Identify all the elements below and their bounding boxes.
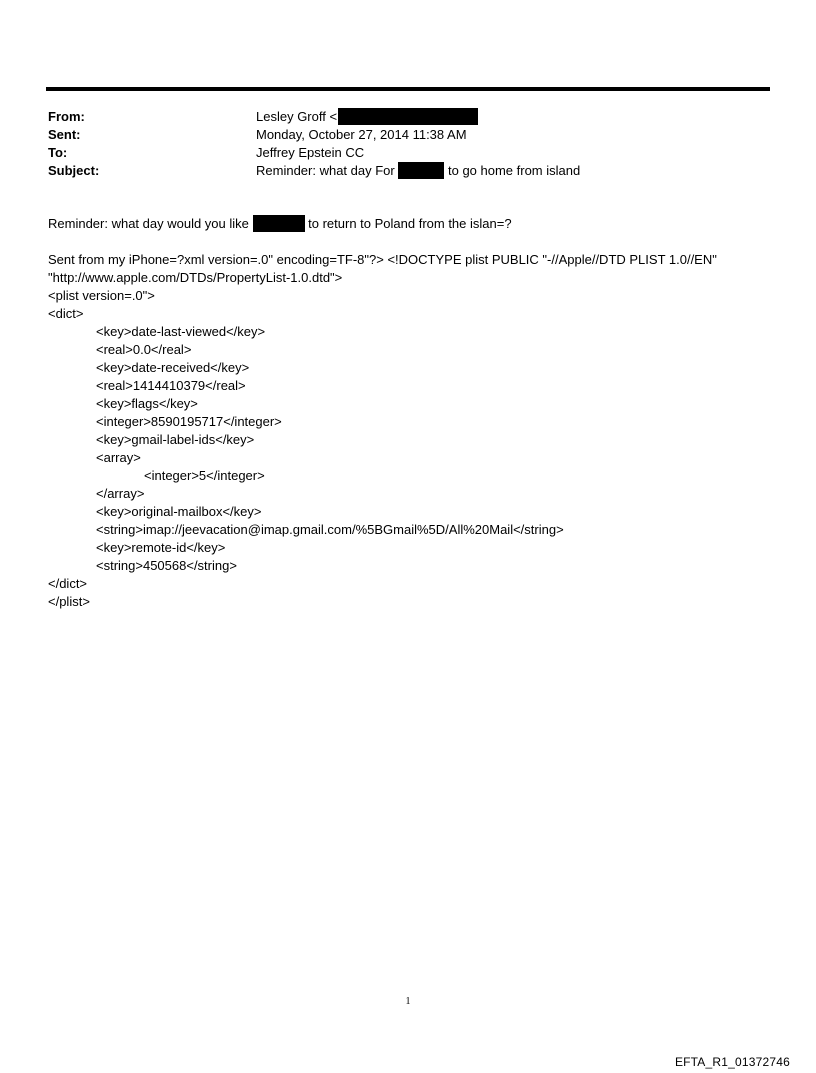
plist-line: <dict> [48, 306, 84, 321]
email-body [48, 215, 768, 611]
email-header [48, 108, 768, 180]
reminder-prefix: Reminder: what day would you like [48, 216, 249, 231]
plist-line: <array> [96, 450, 141, 465]
from-label: From: [48, 109, 85, 124]
subject-prefix: Reminder: what day For [256, 163, 395, 178]
redaction-box [398, 162, 444, 179]
reminder-suffix: to return to Poland from the islan=? [308, 216, 512, 231]
from-name: Lesley Groff < [256, 109, 338, 124]
subject-suffix: to go home from island [447, 163, 581, 178]
plist-line: <integer>5</integer> [144, 468, 265, 483]
sent-value: Monday, October 27, 2014 11:38 AM [256, 127, 467, 142]
redaction-box [253, 215, 305, 232]
to-label: To: [48, 145, 68, 160]
plist-line: <key>date-received</key> [96, 360, 250, 375]
plist-line: <plist version=.0"> [48, 288, 155, 303]
plist-line: <key>flags</key> [96, 396, 198, 411]
from-value [256, 108, 478, 126]
plist-line: <real>0.0</real> [96, 342, 192, 357]
plist-line: <key>gmail-label-ids</key> [96, 432, 255, 447]
plist-line: <string>450568</string> [96, 558, 237, 573]
bates-number: EFTA_R1_01372746 [674, 1055, 790, 1069]
plist-line: </array> [96, 486, 145, 501]
to-value: Jeffrey Epstein CC [256, 145, 365, 160]
to-row [48, 144, 768, 162]
plist-line: <key>date-last-viewed</key> [96, 324, 266, 339]
plist-line: <string>imap://jeevacation@imap.gmail.com/%5BGmail%5D/All%20Mail</string> [96, 522, 564, 537]
sent-from-line: Sent from my iPhone=?xml version=.0" encoding=TF-8"?> <!DOCTYPE plist PUBLIC "-//Apple//DTD PLIST 1.0//EN" [48, 252, 717, 267]
reminder-line [48, 215, 768, 233]
blank-line [48, 233, 768, 251]
plist-line: <real>1414410379</real> [96, 378, 246, 393]
plist-line: <key>original-mailbox</key> [96, 504, 262, 519]
redaction-box [338, 108, 478, 125]
subject-label: Subject: [48, 163, 100, 178]
from-row [48, 108, 768, 126]
plist-line: </plist> [48, 594, 90, 609]
sent-label: Sent: [48, 127, 81, 142]
page-number: 1 [405, 996, 411, 1007]
sent-row [48, 126, 768, 144]
dtd-line: "http://www.apple.com/DTDs/PropertyList-1.0.dtd"> [48, 270, 343, 285]
top-rule [46, 87, 770, 91]
subject-row [48, 162, 768, 180]
plist-line: </dict> [48, 576, 88, 591]
subject-value [256, 162, 580, 180]
plist-line: <integer>8590195717</integer> [96, 414, 282, 429]
plist-line: <key>remote-id</key> [96, 540, 226, 555]
